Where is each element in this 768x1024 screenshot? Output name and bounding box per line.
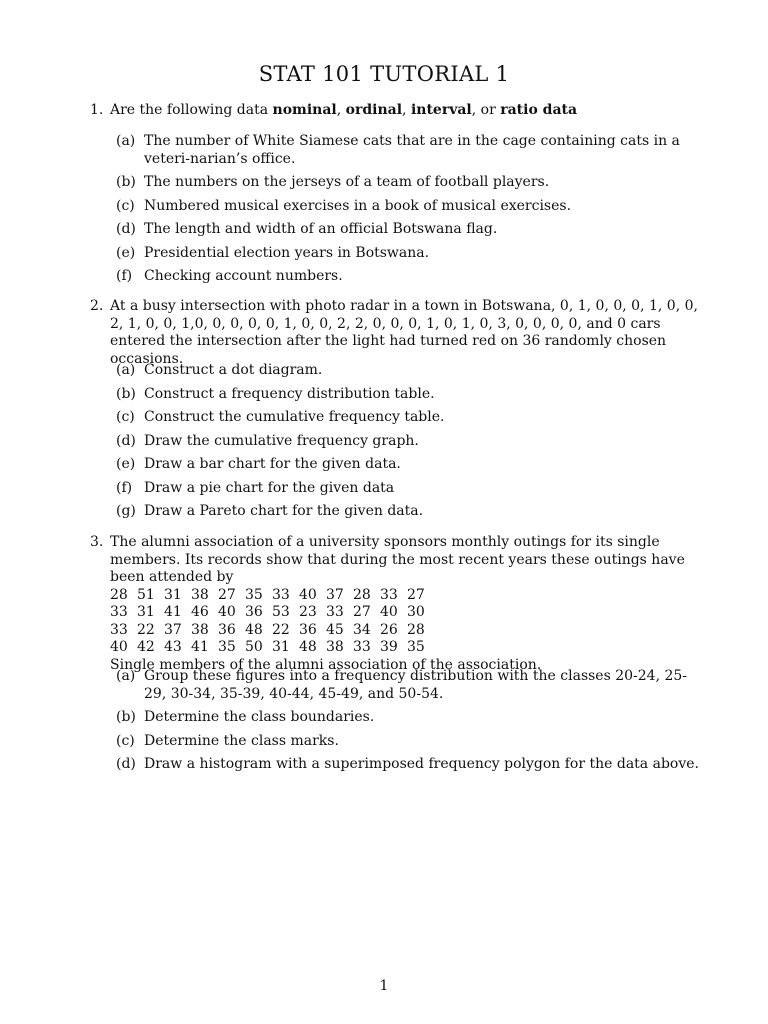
question-1-items [116,133,706,292]
term-nominal: nominal [272,102,337,118]
table-cell: 38 [191,621,209,638]
table-cell: 41 [191,639,209,655]
question-3 [90,534,710,674]
list-item [116,362,706,380]
table-cell: 33 [110,604,128,620]
table-row [110,587,434,605]
table-cell: 48 [299,639,317,655]
attendance-data-table [110,587,434,657]
item-label: (d) [116,756,136,772]
item-text: The number of White Siamese cats that are in the cage containing cats in a veteri-narian’s office. [144,133,680,167]
question-prefix: Are the following data [110,102,273,118]
table-cell: 37 [326,586,344,603]
item-text: Determine the class marks. [144,732,339,749]
separator: , or [471,102,501,118]
table-row [110,639,434,657]
item-text: Construct the cumulative frequency table. [144,409,445,425]
list-item [116,221,706,239]
table-cell: 41 [164,604,182,620]
table-cell: 40 [299,586,317,603]
term-interval: interval [410,102,472,118]
page-title: STAT 101 TUTORIAL 1 [258,62,510,86]
list-item [116,480,706,498]
item-label: (a) [116,133,136,149]
table-cell: 38 [191,586,209,603]
table-cell: 35 [245,586,263,603]
table-cell: 34 [353,621,371,638]
table-cell: 31 [137,604,155,620]
table-cell: 38 [326,639,344,655]
separator: , [402,102,411,118]
table-cell: 28 [353,586,371,603]
list-item [116,433,706,451]
item-label: (c) [116,409,135,425]
table-cell: 27 [353,604,371,620]
item-text: Group these figures into a frequency distribution with the classes 20-24, 25-29, 30-34, 35-39, 40-44, 45-49, and 50-54. [144,668,688,702]
item-text: The length and width of an official Botswana flag. [144,221,498,237]
item-label: (b) [116,709,136,725]
list-item [116,756,706,774]
item-label: (a) [116,668,136,684]
table-cell: 40 [110,639,128,655]
item-text: Determine the class boundaries. [144,709,375,725]
question-body [110,534,710,674]
item-label: (f) [116,479,133,496]
item-label: (f) [116,268,133,284]
item-text: Checking account numbers. [144,268,343,284]
question-text [110,102,710,120]
table-cell: 28 [407,621,425,638]
table-cell: 43 [164,639,182,655]
page-number: 1 [379,978,389,994]
table-cell: 39 [380,639,398,655]
item-label: (g) [116,503,136,519]
list-item [116,503,706,521]
item-text: Construct a frequency distribution table. [144,385,435,402]
question-text: At a busy intersection with photo radar in a town in Botswana, 0, 1, 0, 0, 0, 1, 0, 0, 2, 1, 0, 0, 1,0, 0, 0, 0, 0, 1, 0, 0, 2, 2, 0, 0, 0, 1, 0, 1, 0, 3, 0, 0, 0, 0, and 0 cars entered the intersection after the light had turned red on 36 randomly chosen occasions. [110,298,698,367]
item-label: (d) [116,221,136,237]
item-text: Numbered musical exercises in a book of musical exercises. [144,197,572,214]
item-label: (e) [116,244,136,261]
table-cell: 35 [218,639,236,655]
table-cell: 36 [299,621,317,638]
question-number: 3. [90,534,104,550]
question-2 [90,298,710,368]
table-cell: 36 [245,604,263,620]
item-text: Draw a Pareto chart for the given data. [144,503,424,519]
question-1 [90,102,710,120]
list-item [116,456,706,474]
list-item [116,733,706,751]
table-cell: 40 [380,604,398,620]
item-label: (a) [116,362,136,378]
table-row [110,604,434,622]
item-label: (b) [116,174,136,190]
table-cell: 51 [137,586,155,603]
table-cell: 50 [245,639,263,655]
separator: , [336,102,346,118]
item-text: Construct a dot diagram. [144,362,323,378]
table-cell: 42 [137,639,155,655]
table-cell: 30 [407,604,425,620]
item-text: The numbers on the jerseys of a team of football players. [144,174,550,190]
item-label: (c) [116,197,135,214]
question-3-items [116,668,706,780]
item-text: Draw a bar chart for the given data. [144,456,401,472]
question-text: The alumni association of a university sponsors monthly outings for its single members. Its records show that during the most recent years these outings have been attended by [110,534,685,585]
term-ordinal: ordinal [345,102,403,118]
question-number: 2. [90,298,104,314]
item-label: (c) [116,732,135,749]
question-after-text: Single members of the alumni association of the association. [110,656,542,673]
item-text: Draw a histogram with a superimposed frequency polygon for the data above. [144,756,699,772]
question-number: 1. [90,102,104,118]
table-cell: 33 [326,604,344,620]
table-cell: 33 [272,586,290,603]
list-item [116,198,706,216]
table-cell: 33 [380,586,398,603]
table-cell: 27 [218,586,236,603]
item-text: Presidential election years in Botswana. [144,244,430,261]
item-text: Draw a pie chart for the given data [144,479,395,496]
table-cell: 22 [272,621,290,638]
table-cell: 33 [353,639,371,655]
table-cell: 53 [272,604,290,620]
term-ratio-data: ratio data [500,102,578,118]
list-item [116,409,706,427]
list-item [116,709,706,727]
table-cell: 37 [164,621,182,638]
table-cell: 48 [245,621,263,638]
table-cell: 31 [272,639,290,655]
table-cell: 36 [218,621,236,638]
table-row [110,622,434,640]
list-item [116,386,706,404]
table-cell: 45 [326,621,344,638]
table-cell: 26 [380,621,398,638]
list-item [116,133,706,168]
table-cell: 40 [218,604,236,620]
table-cell: 46 [191,604,209,620]
table-cell: 35 [407,639,425,655]
list-item [116,668,706,703]
table-cell: 33 [110,621,128,638]
question-2-items [116,362,706,527]
table-cell: 27 [407,586,425,603]
table-cell: 28 [110,586,128,603]
list-item [116,245,706,263]
table-cell: 23 [299,604,317,620]
item-label: (e) [116,456,136,472]
table-cell: 22 [137,621,155,638]
list-item [116,268,706,286]
item-text: Draw the cumulative frequency graph. [144,432,419,449]
list-item [116,174,706,192]
table-cell: 31 [164,586,182,603]
item-label: (d) [116,432,136,449]
item-label: (b) [116,385,136,402]
